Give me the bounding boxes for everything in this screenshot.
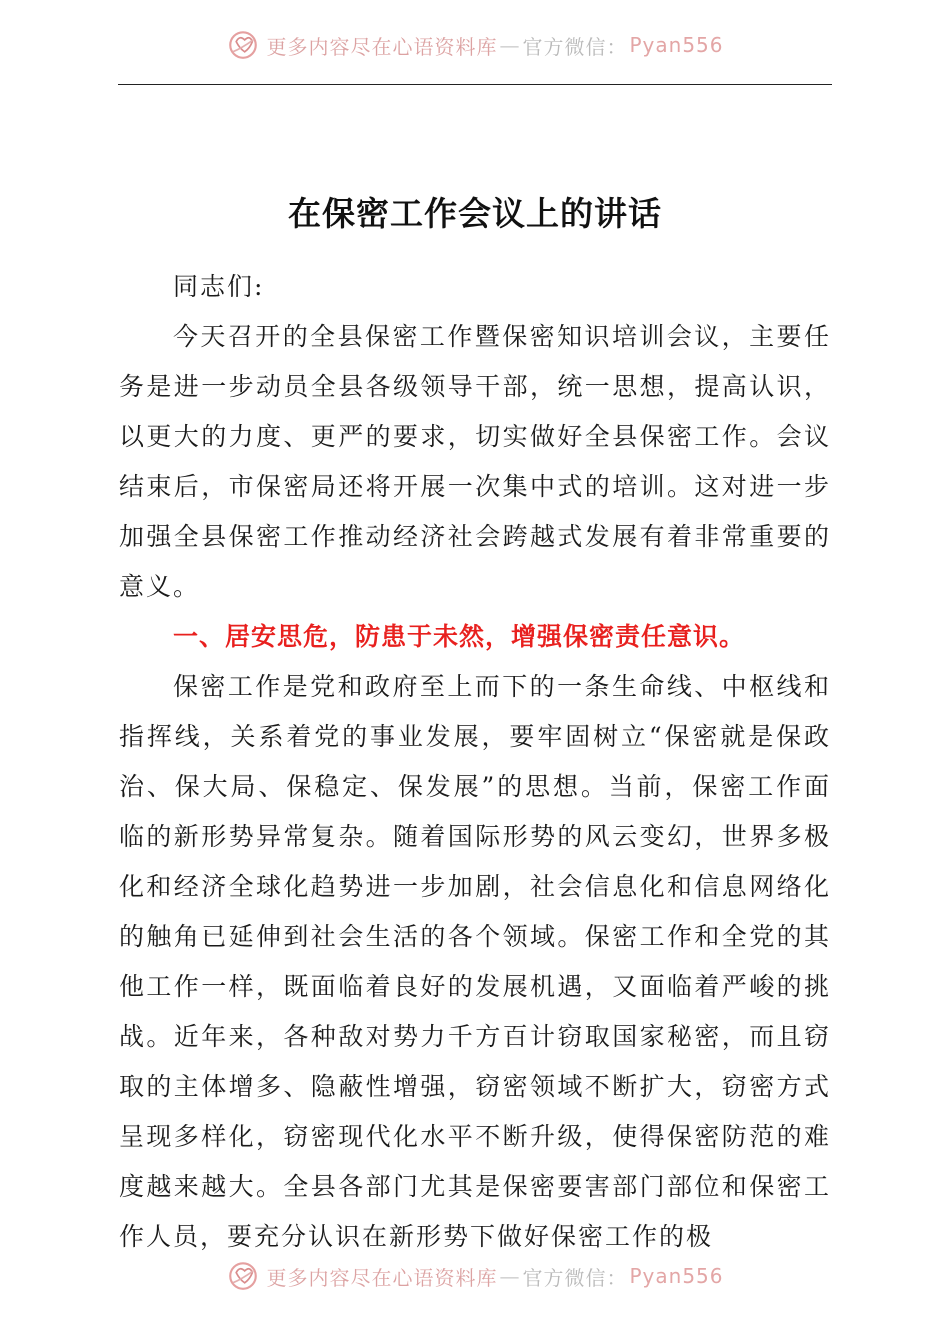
watermark-wechat-id: Pyan556 [629, 33, 724, 57]
heart-swirl-logo-icon [226, 28, 260, 62]
watermark-official-label: 官方微信： [522, 34, 628, 59]
document-body [119, 262, 831, 1262]
watermark-official-label: 官方微信： [522, 1265, 628, 1290]
watermark-site-text: 更多内容尽在心语资料库 [266, 34, 498, 59]
watermark-separator: — [499, 33, 521, 57]
watermark-site-text: 更多内容尽在心语资料库 [266, 1265, 498, 1290]
paragraph: 今天召开的全县保密工作暨保密知识培训会议，主要任务是进一步动员全县各级领导干部，统一思想，提高认识，以更大的力度、更严的要求，切实做好全县保密工作。会议结束后，市保密局还将开展一次集中式的培训。这对进一步加强全县保密工作推动经济社会跨越式发展有着非常重要的意义。 [119, 322, 831, 601]
paragraph: 保密工作是党和政府至上而下的一条生命线、中枢线和指挥线，关系着党的事业发展，要牢固树立“保密就是保政治、保大局、保稳定、保发展”的思想。当前，保密工作面临的新形势异常复杂。随着国际形势的风云变幻，世界多极化和经济全球化趋势进一步加剧，社会信息化和信息网络化的触角已延伸到社会生活的各个领域。保密工作和全党的其他工作一样，既面临着良好的发展机遇，又面临着严峻的挑战。近年来，各种敌对势力千方百计窃取国家秘密，而且窃取的主体增多、隐蔽性增强，窃密领域不断扩大，窃密方式呈现多样化，窃密现代化水平不断升级，使得保密防范的难度越来越大。全县各部门尤其是保密要害部门部位和保密工作人员，要充分认识在新形势下做好保密工作的极 [119, 672, 831, 1251]
section-heading: 一、居安思危，防患于未然，增强保密责任意识。 [173, 622, 746, 651]
heart-swirl-logo-icon [226, 1259, 260, 1293]
greeting: 同志们: [173, 272, 265, 301]
watermark-wechat-id: Pyan556 [629, 1264, 724, 1288]
footer-watermark [0, 1259, 950, 1293]
document-title: 在保密工作会议上的讲话 [288, 194, 662, 233]
watermark-separator: — [499, 1264, 521, 1288]
header-watermark [0, 28, 950, 62]
header-divider [118, 84, 832, 85]
